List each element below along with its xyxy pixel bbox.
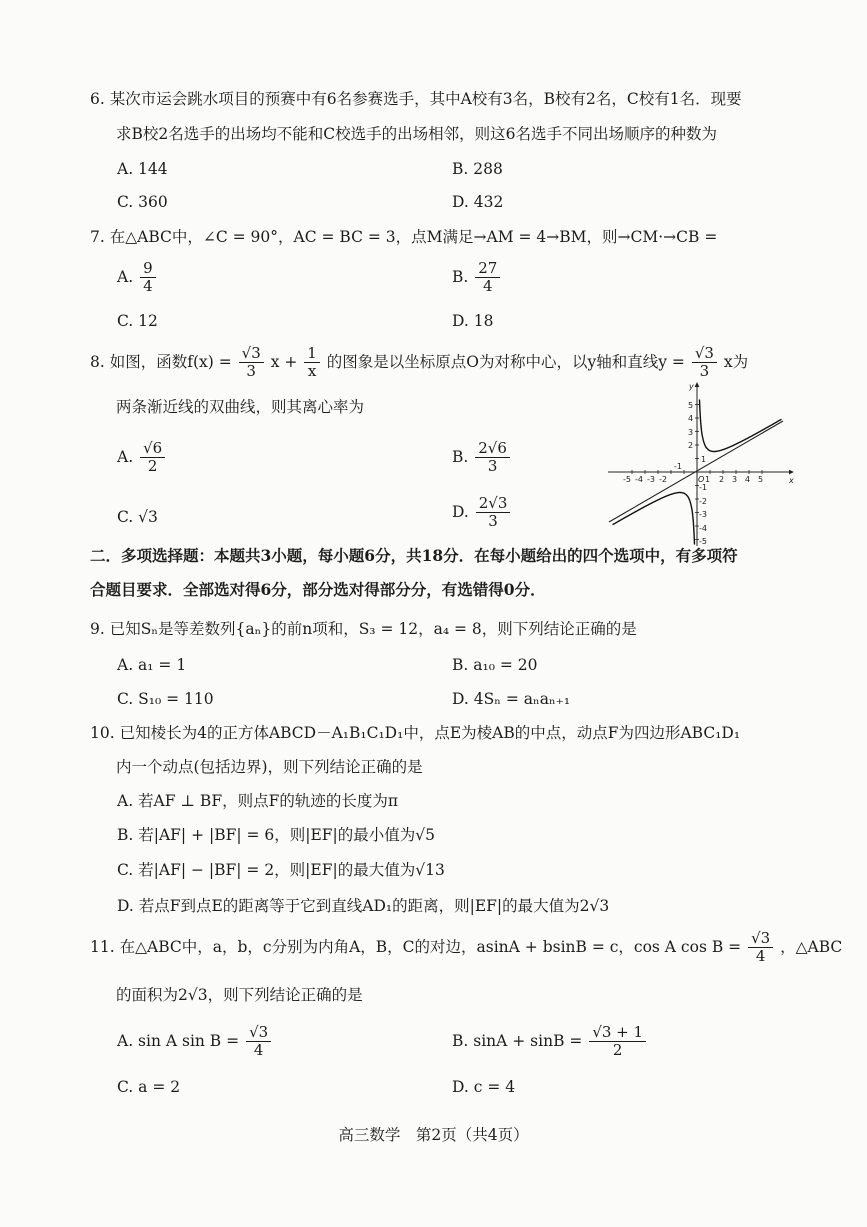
q8-fraction-1 bbox=[239, 345, 264, 381]
fraction-denominator: 2 bbox=[612, 1041, 623, 1060]
q6-option-a: A. 144 bbox=[117, 160, 168, 178]
q11-option-a-fraction bbox=[246, 1024, 271, 1060]
x-tick-label: -1 bbox=[674, 462, 682, 471]
hyperbola-left-branch bbox=[613, 493, 695, 545]
x-tick-label: -2 bbox=[659, 475, 667, 484]
section2-line2: 合题目要求．全部选对得6分，部分选对得部分分，有选错得0分． bbox=[90, 580, 546, 599]
x-tick-label: 1 bbox=[705, 475, 711, 484]
q11-option-b-text: B. sinA + sinB = bbox=[452, 1031, 583, 1050]
y-tick-label: 2 bbox=[688, 441, 694, 450]
q11-suffix: ，△ABC bbox=[780, 937, 843, 956]
x-tick-label: -4 bbox=[635, 475, 643, 484]
fraction-numerator: √3 bbox=[246, 1024, 271, 1042]
q10-option-a: A. 若AF ⊥ BF，则点F的轨迹的长度为π bbox=[117, 792, 399, 810]
q11-stem bbox=[90, 930, 842, 966]
q10-option-d: D. 若点F到点E的距离等于它到直线AD₁的距离，则|EF|的最大值为2√3 bbox=[117, 897, 610, 915]
q11-option-a bbox=[117, 1024, 273, 1060]
x-tick-label: 4 bbox=[745, 475, 751, 484]
fraction-denominator: 4 bbox=[253, 1041, 264, 1060]
x-axis-label: x bbox=[789, 476, 794, 485]
fraction-numerator: 1 bbox=[304, 345, 320, 363]
q7-stem: 7. 在△ABC中，∠C = 90°，AC = BC = 3，点M满足→AM = 4→BM，则→CM·→CB = bbox=[90, 228, 718, 246]
q9-stem: 9. 已知Sₙ是等差数列{aₙ}的前n项和，S₃ = 12，a₄ = 8，则下列结论正确的是 bbox=[90, 620, 637, 638]
q8-option-d bbox=[452, 495, 512, 531]
q8-line2: 两条渐近线的双曲线，则其离心率为 bbox=[116, 398, 365, 416]
q8-mid1: x + bbox=[270, 352, 298, 371]
fraction-numerator: √3 bbox=[748, 930, 773, 948]
q7-option-a bbox=[117, 260, 158, 296]
fraction-denominator: 4 bbox=[143, 277, 153, 296]
x-tick-label: 2 bbox=[719, 475, 725, 484]
q9-option-d: D. 4Sₙ = aₙaₙ₊₁ bbox=[452, 690, 571, 708]
q11-line2: 的面积为2√3，则下列结论正确的是 bbox=[116, 986, 363, 1004]
q10-line1: 10. 已知棱长为4的正方体ABCD－A₁B₁C₁D₁中，点E为棱AB的中点，动点F为四边形ABC₁D₁ bbox=[90, 724, 741, 742]
fraction-numerator: 2√6 bbox=[475, 440, 510, 458]
q9-option-c: C. S₁₀ = 110 bbox=[117, 690, 214, 708]
q11-option-c: C. a = 2 bbox=[117, 1078, 181, 1096]
q8-stem bbox=[90, 345, 748, 381]
y-tick-label: -3 bbox=[699, 510, 707, 519]
q9-option-b: B. a₁₀ = 20 bbox=[452, 656, 538, 674]
q6-option-d: D. 432 bbox=[452, 193, 504, 211]
fraction-numerator: 27 bbox=[475, 260, 500, 278]
q9-option-a: A. a₁ = 1 bbox=[117, 656, 187, 674]
q8-option-a bbox=[117, 440, 167, 476]
y-axis-label: y bbox=[689, 382, 694, 391]
q8-option-b-label: B. bbox=[452, 447, 469, 466]
fraction-denominator: 4 bbox=[755, 947, 766, 966]
q8-fraction-2 bbox=[304, 345, 320, 381]
fraction-numerator: √3 + 1 bbox=[589, 1024, 646, 1042]
q8-option-d-label: D. bbox=[452, 502, 469, 521]
y-tick-label: -4 bbox=[699, 524, 707, 533]
q6-option-b: B. 288 bbox=[452, 160, 503, 178]
q8-fraction-3 bbox=[692, 345, 717, 381]
fraction-numerator: √3 bbox=[692, 345, 717, 363]
q8-option-d-fraction bbox=[476, 495, 511, 531]
y-tick-label: 1 bbox=[701, 455, 707, 464]
q7-option-a-fraction bbox=[140, 260, 156, 296]
q8-mid2: 的图象是以坐标原点O为对称中心，以y轴和直线y = bbox=[326, 352, 685, 371]
fraction-denominator: 3 bbox=[246, 362, 256, 381]
fraction-numerator: √3 bbox=[239, 345, 264, 363]
fraction-denominator: x bbox=[307, 362, 317, 381]
q10-option-b: B. 若|AF| + |BF| = 6，则|EF|的最小值为√5 bbox=[117, 826, 436, 844]
q11-prefix: 11. 在△ABC中，a，b，c分别为内角A，B，C的对边，asinA + bsinB = c，cos A cos B = bbox=[90, 937, 742, 956]
y-tick-label: 4 bbox=[688, 414, 694, 423]
fraction-denominator: 3 bbox=[487, 457, 498, 476]
q8-option-a-label: A. bbox=[117, 447, 134, 466]
y-tick-label: -2 bbox=[699, 497, 707, 506]
q8-option-a-fraction bbox=[140, 440, 165, 476]
y-tick-label: -5 bbox=[699, 537, 707, 546]
x-tick-label: 5 bbox=[758, 475, 764, 484]
q6-line1: 6. 某次市运会跳水项目的预赛中有6名参赛选手，其中A校有3名，B校有2名，C校有1名．现要 bbox=[90, 90, 742, 108]
q6-line2: 求B校2名选手的出场均不能和C校选手的出场相邻，则这6名选手不同出场顺序的种数为 bbox=[116, 125, 717, 143]
hyperbola-graph bbox=[605, 380, 795, 548]
q11-option-a-text: A. sin A sin B = bbox=[117, 1031, 240, 1050]
q8-option-c: C. √3 bbox=[117, 508, 158, 526]
section2-line1: 二．多项选择题：本题共3小题，每小题6分，共18分．在每小题给出的四个选项中，有多项符 bbox=[90, 546, 738, 565]
fraction-denominator: 2 bbox=[147, 457, 158, 476]
q8-option-b bbox=[452, 440, 512, 476]
q8-suffix: x为 bbox=[723, 352, 749, 371]
q7-option-c: C. 12 bbox=[117, 312, 158, 330]
x-tick-label: -5 bbox=[623, 475, 631, 484]
x-tick-label: -3 bbox=[647, 475, 655, 484]
y-tick-label: 5 bbox=[688, 401, 694, 410]
q11-option-d: D. c = 4 bbox=[452, 1078, 516, 1096]
fraction-numerator: √6 bbox=[140, 440, 165, 458]
q10-line2: 内一个动点(包括边界)，则下列结论正确的是 bbox=[116, 758, 423, 776]
q11-option-b bbox=[452, 1024, 648, 1060]
q10-option-c: C. 若|AF| − |BF| = 2，则|EF|的最大值为√13 bbox=[117, 861, 445, 879]
q7-option-b-fraction bbox=[475, 260, 500, 296]
q8-prefix: 8. 如图，函数f(x) = bbox=[90, 352, 232, 371]
origin-label: O bbox=[698, 475, 705, 484]
q7-option-b-label: B. bbox=[452, 267, 469, 286]
fraction-numerator: 9 bbox=[140, 260, 156, 278]
y-tick-label: 3 bbox=[688, 428, 694, 437]
hyperbola-right-branch bbox=[700, 400, 782, 452]
q7-option-a-label: A. bbox=[117, 267, 134, 286]
q7-option-b bbox=[452, 260, 502, 296]
q8-option-b-fraction bbox=[475, 440, 510, 476]
fraction-denominator: 4 bbox=[483, 277, 493, 296]
x-tick-label: 3 bbox=[732, 475, 738, 484]
q11-option-b-fraction bbox=[589, 1024, 646, 1060]
page-footer: 高三数学 第2页（共4页） bbox=[338, 1126, 529, 1144]
y-tick-label: -1 bbox=[699, 483, 707, 492]
fraction-denominator: 3 bbox=[699, 362, 710, 381]
q6-option-c: C. 360 bbox=[117, 193, 168, 211]
q11-fraction bbox=[748, 930, 773, 966]
fraction-denominator: 3 bbox=[488, 512, 498, 531]
q7-option-d: D. 18 bbox=[452, 312, 494, 330]
fraction-numerator: 2√3 bbox=[476, 495, 511, 513]
